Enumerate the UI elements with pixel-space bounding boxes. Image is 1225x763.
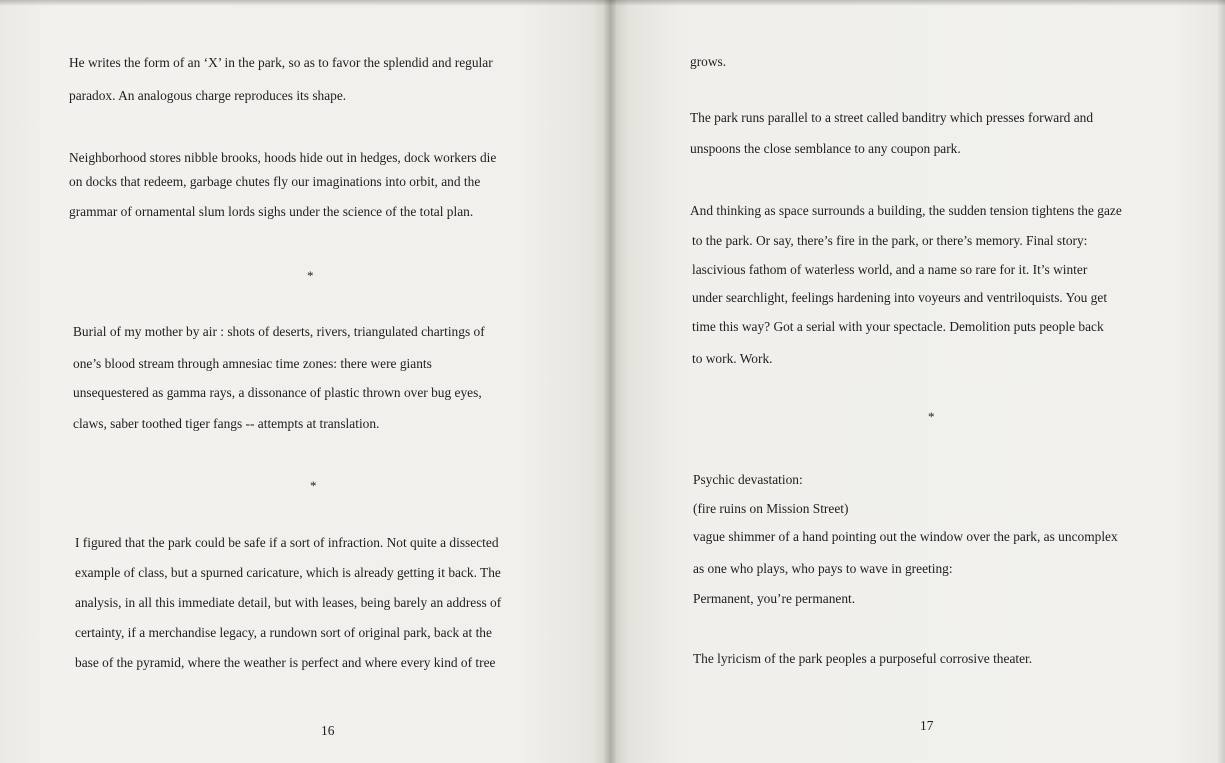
text-line: The lyricism of the park peoples a purposeful corrosive theater. [693, 651, 1033, 666]
section-separator: * [310, 478, 317, 493]
text-line: And thinking as space surrounds a building, the sudden tension tightens the gaze [690, 203, 1122, 218]
text-line: I figured that the park could be safe if a sort of infraction. Not quite a dissected [75, 535, 499, 550]
text-line: certainty, if a merchandise legacy, a rundown sort of original park, back at the [75, 625, 492, 640]
text-line: grows. [690, 54, 727, 69]
text-line: time this way? Got a serial with your spectacle. Demolition puts people back [692, 319, 1104, 334]
text-line: to the park. Or say, there’s fire in the park, or there’s memory. Final story: [692, 233, 1088, 248]
text-line: lascivious fathom of waterless world, and a name so rare for it. It’s winter [692, 262, 1088, 277]
text-line: Burial of my mother by air : shots of deserts, rivers, triangulated chartings of [73, 324, 485, 339]
text-line: He writes the form of an ‘X’ in the park, so as to favor the splendid and regular [69, 55, 493, 70]
text-line: base of the pyramid, where the weather is perfect and where every kind of tree [75, 655, 496, 670]
top-edge-shadow [0, 0, 1225, 6]
text-line: Psychic devastation: [693, 472, 803, 487]
page-number-left: 16 [321, 723, 335, 738]
left-page [0, 0, 610, 763]
text-line: paradox. An analogous charge reproduces its shape. [69, 88, 347, 103]
section-separator: * [928, 409, 935, 424]
book-gutter [604, 0, 616, 763]
text-line: vague shimmer of a hand pointing out the window over the park, as uncomplex [693, 529, 1118, 544]
text-line: The park runs parallel to a street called banditry which presses forward and [690, 110, 1094, 125]
text-line: one’s blood stream through amnesiac time zones: there were giants [73, 356, 432, 371]
text-line: example of class, but a spurned caricature, which is already getting it back. The [75, 565, 501, 580]
text-line: as one who plays, who pays to wave in greeting: [693, 561, 953, 576]
right-edge-shadow [1217, 0, 1225, 763]
text-line: Neighborhood stores nibble brooks, hoods hide out in hedges, dock workers die [69, 150, 497, 165]
text-line: grammar of ornamental slum lords sighs under the science of the total plan. [69, 204, 474, 219]
text-line: unspoons the close semblance to any coupon park. [690, 141, 961, 156]
text-line: unsequestered as gamma rays, a dissonance of plastic thrown over bug eyes, [73, 385, 482, 400]
section-separator: * [307, 268, 314, 283]
text-line: Permanent, you’re permanent. [693, 591, 856, 606]
page-number-right: 17 [920, 718, 934, 733]
text-line: claws, saber toothed tiger fangs -- attempts at translation. [73, 416, 380, 431]
text-line: to work. Work. [692, 351, 773, 366]
text-line: analysis, in all this immediate detail, but with leases, being barely an address of [75, 595, 502, 610]
text-line: under searchlight, feelings hardening into voyeurs and ventriloquists. You get [692, 290, 1108, 305]
text-line: on docks that redeem, garbage chutes fly our imaginations into orbit, and the [69, 174, 481, 189]
text-line: (fire ruins on Mission Street) [693, 501, 849, 516]
